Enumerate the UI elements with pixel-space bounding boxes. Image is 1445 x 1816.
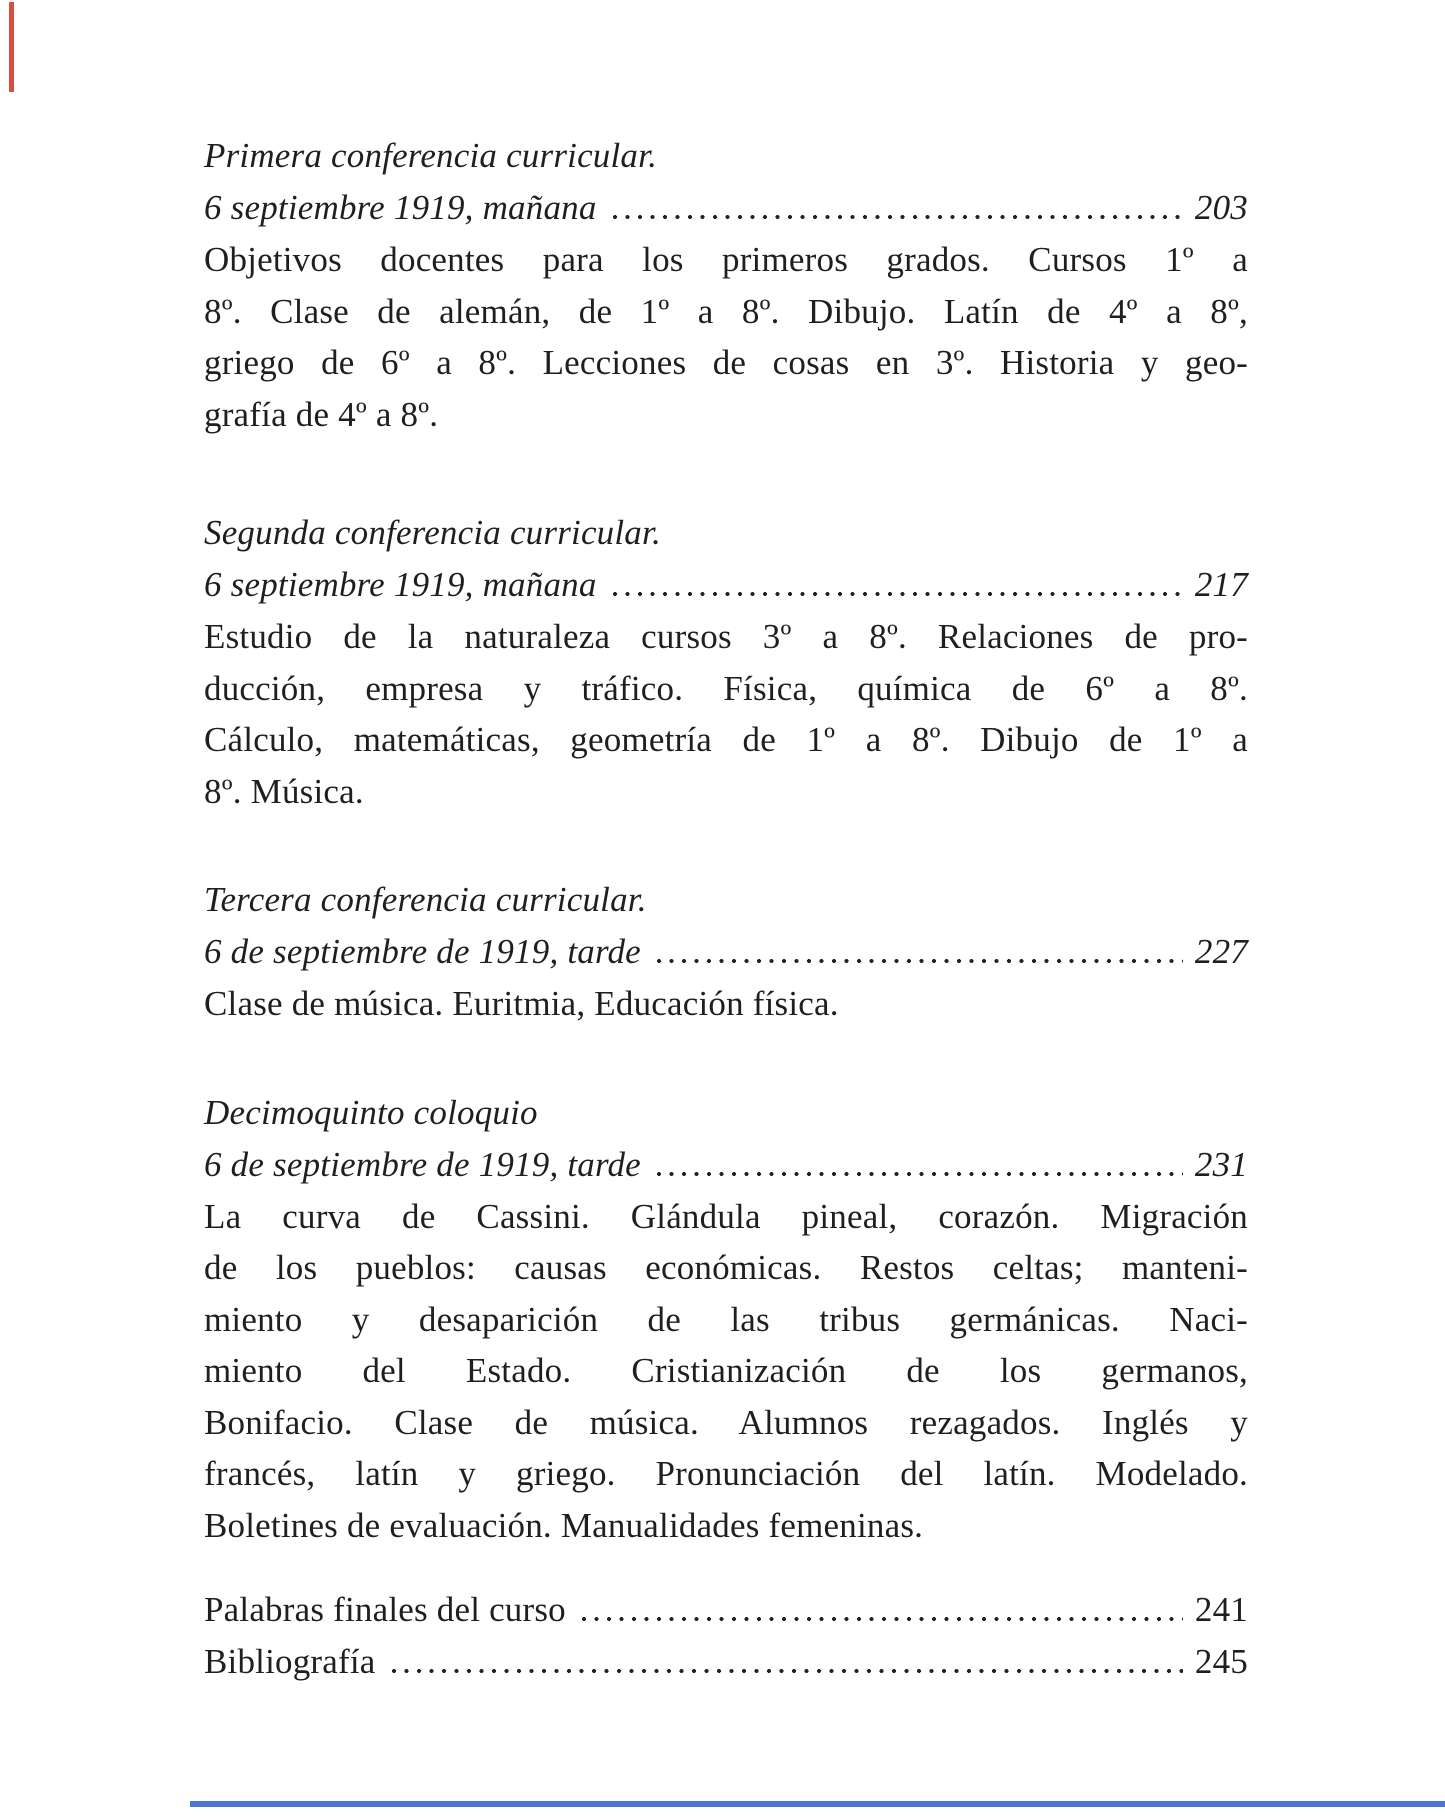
section-title: Segunda conferencia curricular. <box>204 513 661 552</box>
toc-section-2 <box>204 507 1248 817</box>
dot-leader <box>655 956 1183 966</box>
toc-sections <box>204 130 1248 1551</box>
dot-leader <box>390 1666 1183 1676</box>
toc-final-entries <box>204 1584 1248 1688</box>
section-date-row <box>204 926 1248 978</box>
summary-line: miento del Estado. Cristianización de los germanos, <box>204 1351 1248 1390</box>
summary-line: 8º. Clase de alemán, de 1º a 8º. Dibujo. Latín de 4º a 8º, <box>204 291 1248 331</box>
section-title: Decimoquinto coloquio <box>204 1092 538 1132</box>
scan-artifact-blue <box>190 1801 1445 1807</box>
final-entry-row-1 <box>204 1584 1248 1636</box>
section-date-label: 6 septiembre 1919, mañana <box>204 188 597 227</box>
summary-line: Bonifacio. Clase de música. Alumnos rezagados. Inglés y <box>204 1402 1248 1442</box>
section-summary <box>204 234 1248 440</box>
section-page-number: 231 <box>1194 1144 1248 1184</box>
summary-line: Cálculo, matemáticas, geometría de 1º a 8º. Dibujo de 1º a <box>204 720 1248 759</box>
summary-line: griego de 6º a 8º. Lecciones de cosas en 3º. Historia y geo- <box>204 343 1248 382</box>
dot-leader <box>611 589 1183 599</box>
summary-line: Estudio de la naturaleza cursos 3º a 8º. Relaciones de pro- <box>204 617 1248 656</box>
toc-section-1 <box>204 130 1248 440</box>
summary-line: Clase de música. Euritmia, Educación física. <box>204 984 839 1023</box>
toc-section-3 <box>204 874 1248 1030</box>
summary-line: de los pueblos: causas económicas. Restos celtas; manteni- <box>204 1248 1248 1287</box>
final-entry-label: Bibliografía <box>204 1642 376 1681</box>
section-page-number: 203 <box>1194 188 1248 227</box>
section-date-row <box>204 559 1248 611</box>
section-date-row <box>204 182 1248 234</box>
toc-section-4 <box>204 1087 1248 1552</box>
dot-leader <box>580 1614 1183 1624</box>
summary-line: ducción, empresa y tráfico. Física, química de 6º a 8º. <box>204 668 1248 708</box>
section-date-label: 6 de septiembre de 1919, tarde <box>204 1144 641 1184</box>
summary-line: Objetivos docentes para los primeros grados. Cursos 1º a <box>204 240 1248 279</box>
summary-line: grafía de 4º a 8º. <box>204 394 439 434</box>
section-title: Primera conferencia curricular. <box>204 136 658 175</box>
toc-content <box>204 130 1248 1688</box>
section-date-row <box>204 1139 1248 1191</box>
summary-line: miento y desaparición de las tribus germánicas. Naci- <box>204 1299 1248 1339</box>
section-date-label: 6 de septiembre de 1919, tarde <box>204 932 641 971</box>
final-entry-page-number: 241 <box>1194 1590 1248 1629</box>
section-summary <box>204 611 1248 817</box>
section-date-label: 6 septiembre 1919, mañana <box>204 565 597 604</box>
summary-line: 8º. Música. <box>204 771 364 811</box>
summary-line: La curva de Cassini. Glándula pineal, corazón. Migración <box>204 1196 1248 1236</box>
final-entry-label: Palabras finales del curso <box>204 1590 566 1629</box>
summary-line: Boletines de evaluación. Manualidades femeninas. <box>204 1505 924 1545</box>
final-entry-page-number: 245 <box>1194 1642 1248 1681</box>
section-page-number: 227 <box>1194 932 1248 971</box>
dot-leader <box>655 1169 1183 1179</box>
section-summary <box>204 978 1248 1030</box>
summary-line: francés, latín y griego. Pronunciación del latín. Modelado. <box>204 1454 1248 1493</box>
final-entry-row-2 <box>204 1636 1248 1688</box>
section-title: Tercera conferencia curricular. <box>204 880 647 919</box>
section-page-number: 217 <box>1194 565 1248 604</box>
section-summary <box>204 1191 1248 1552</box>
scan-artifact-red <box>9 2 14 92</box>
dot-leader <box>611 212 1183 222</box>
